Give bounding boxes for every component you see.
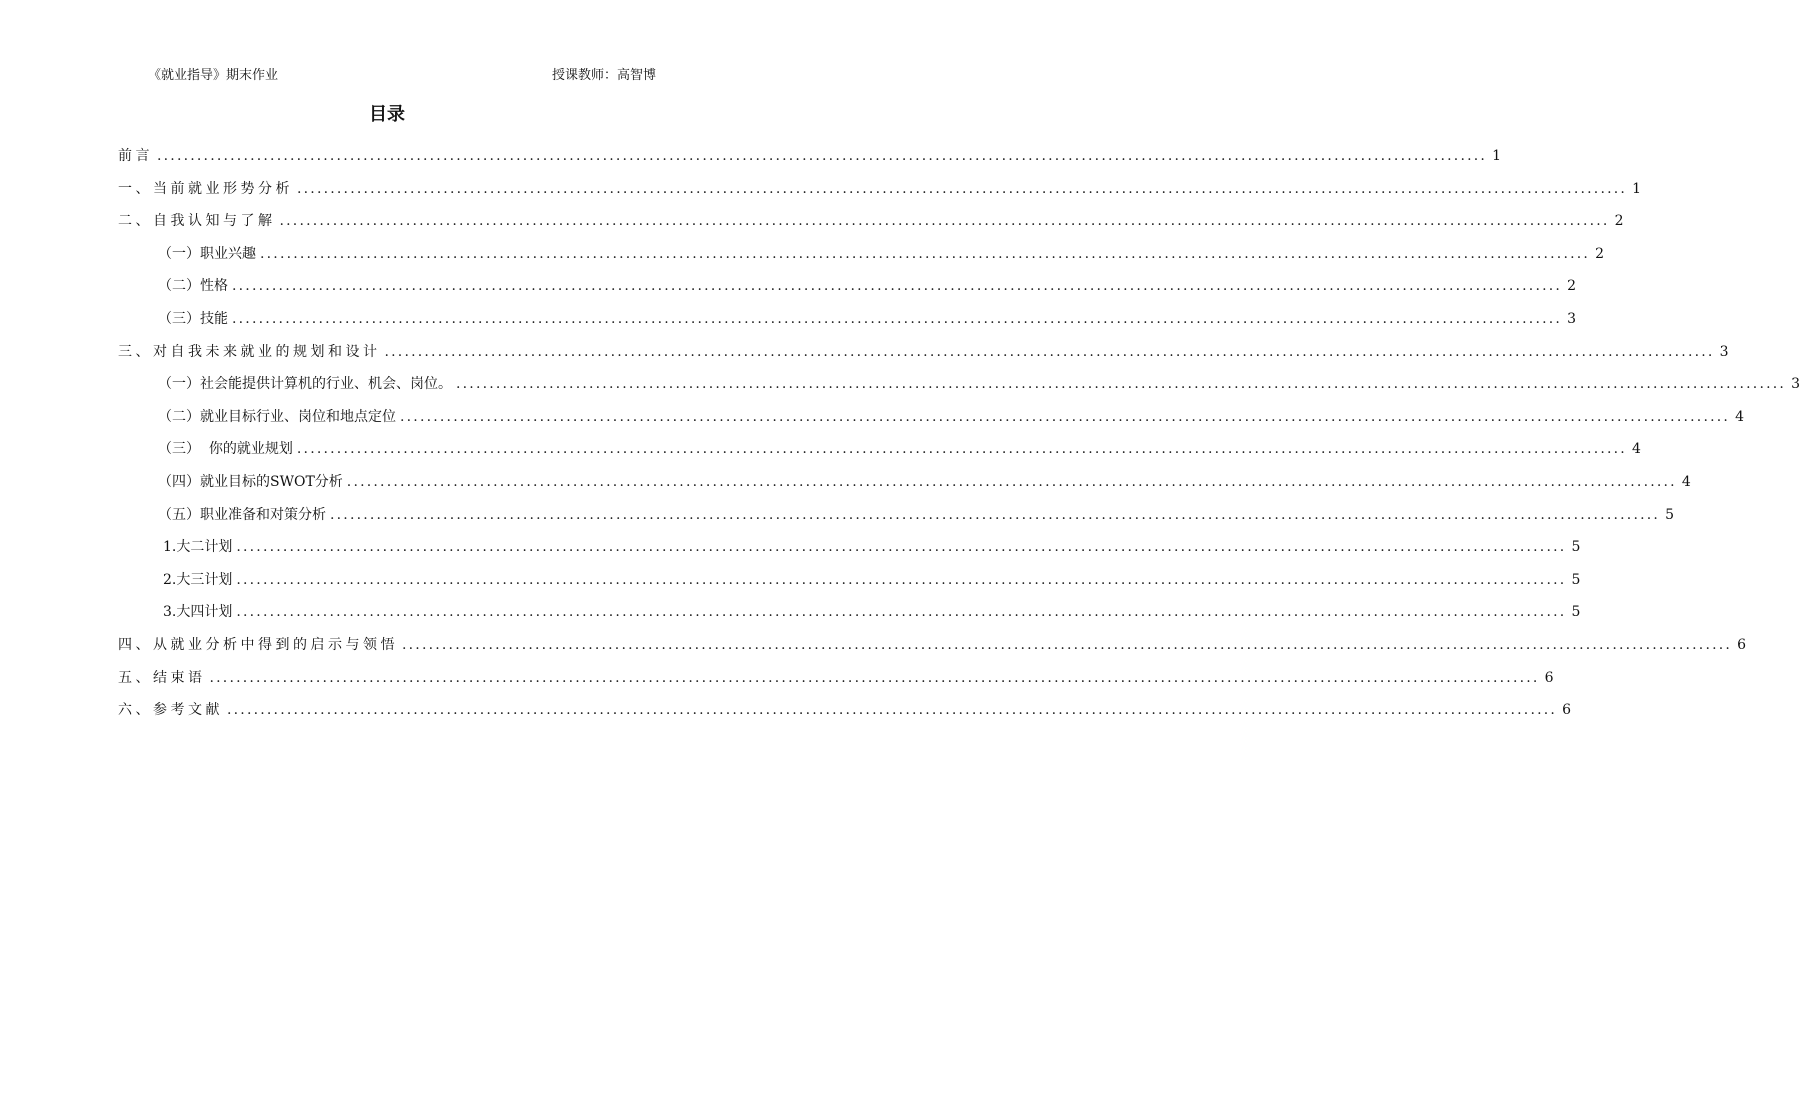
toc-entry-label: 三、对自我未来就业的规划和设计 xyxy=(118,343,381,360)
toc-entry[interactable] xyxy=(118,243,1605,276)
toc-entry-label: （四）就业目标的SWOT分析 xyxy=(158,473,343,490)
toc-entry[interactable] xyxy=(118,438,1641,471)
toc-leader-dots: ........................................................................................................................................................................................................ xyxy=(346,473,1677,490)
toc-entry-label: 一、当前就业形势分析 xyxy=(118,180,293,197)
toc-entry-page: 4 xyxy=(1632,441,1641,458)
toc-leader-dots: ........................................................................................................................................................................................................ xyxy=(400,408,1731,425)
table-of-contents xyxy=(118,145,1800,732)
toc-leader-dots: ........................................................................................................................................................................................................ xyxy=(236,539,1567,556)
toc-entry-label: 3.大四计划 xyxy=(163,604,233,621)
toc-entry-page: 1 xyxy=(1492,148,1502,164)
toc-leader-dots: ........................................................................................................................................................................................................ xyxy=(260,245,1591,262)
toc-entry-page: 5 xyxy=(1571,539,1581,556)
toc-entry-page: 1 xyxy=(1632,180,1642,197)
toc-entry-page: 6 xyxy=(1737,636,1747,653)
toc-entry[interactable] xyxy=(118,308,1577,341)
toc-entry-page: 3 xyxy=(1567,310,1577,327)
toc-entry[interactable] xyxy=(118,341,1729,374)
toc-entry[interactable] xyxy=(118,275,1577,308)
toc-leader-dots: ........................................................................................................................................................................................................ xyxy=(330,506,1661,523)
toc-entry-page: 5 xyxy=(1665,506,1675,523)
toc-leader-dots: ........................................................................................................................................................................................................ xyxy=(297,180,1628,197)
toc-leader-dots: ........................................................................................................................................................................................................ xyxy=(296,441,1627,458)
toc-entry-page: 3 xyxy=(1719,343,1729,360)
toc-entry-label: （二）性格 xyxy=(158,278,228,295)
toc-entry-label: 前言 xyxy=(118,148,153,164)
toc-entry-page: 4 xyxy=(1681,473,1691,490)
toc-leader-dots: ........................................................................................................................................................................................................ xyxy=(456,376,1787,393)
toc-entry[interactable] xyxy=(118,210,1624,243)
toc-leader-dots: ........................................................................................................................................................................................................ xyxy=(236,604,1567,621)
toc-entry[interactable] xyxy=(118,504,1675,537)
toc-entry[interactable] xyxy=(118,406,1745,439)
toc-entry-page: 2 xyxy=(1614,213,1624,230)
toc-leader-dots: ........................................................................................................................................................................................................ xyxy=(232,278,1563,295)
toc-entry-label: （一）社会能提供计算机的行业、机会、岗位。 xyxy=(158,376,452,393)
toc-entry[interactable] xyxy=(118,569,1581,602)
toc-leader-dots: ........................................................................................................................................................................................................ xyxy=(402,636,1733,653)
toc-entry-label: 五、结束语 xyxy=(118,669,206,686)
toc-entry[interactable] xyxy=(118,699,1572,732)
toc-entry-page: 2 xyxy=(1595,245,1605,262)
toc-entry[interactable] xyxy=(118,536,1581,569)
header-course-title: 《就业指导》期末作业 xyxy=(148,68,279,83)
toc-entry-page: 6 xyxy=(1562,702,1572,719)
toc-entry-label: （一）职业兴趣 xyxy=(158,245,256,262)
toc-entry-page: 2 xyxy=(1567,278,1577,295)
toc-leader-dots: ........................................................................................................................................................................................................ xyxy=(236,571,1567,588)
page-title: 目录 xyxy=(369,104,405,125)
toc-entry-page: 3 xyxy=(1791,376,1800,393)
toc-entry[interactable] xyxy=(118,145,1502,178)
toc-entry[interactable] xyxy=(118,178,1642,211)
toc-entry-page: 5 xyxy=(1571,571,1581,588)
toc-entry-page: 6 xyxy=(1544,669,1554,686)
toc-entry[interactable] xyxy=(118,601,1581,634)
toc-entry[interactable] xyxy=(118,373,1800,406)
toc-entry-label: （三）技能 xyxy=(158,310,228,327)
toc-leader-dots: ........................................................................................................................................................................................................ xyxy=(232,310,1563,327)
toc-entry[interactable] xyxy=(118,471,1691,504)
toc-leader-dots: ........................................................................................................................................................................................................ xyxy=(279,213,1610,230)
toc-entry[interactable] xyxy=(118,634,1747,667)
toc-entry-label: 二、自我认知与了解 xyxy=(118,213,276,230)
toc-entry-label: 四、从就业分析中得到的启示与领悟 xyxy=(118,636,398,653)
toc-leader-dots: ........................................................................................................................................................................................................ xyxy=(227,702,1558,719)
toc-leader-dots: ........................................................................................................................................................................................................ xyxy=(157,148,1488,164)
toc-entry-page: 5 xyxy=(1571,604,1581,621)
toc-leader-dots: ........................................................................................................................................................................................................ xyxy=(209,669,1540,686)
toc-entry-label: （二）就业目标行业、岗位和地点定位 xyxy=(158,408,396,425)
toc-entry-page: 4 xyxy=(1735,408,1745,425)
header-teacher: 授课教师：高智博 xyxy=(551,68,656,83)
toc-entry-label: 1.大二计划 xyxy=(163,539,233,556)
toc-entry-label: 六、参考文献 xyxy=(118,702,223,719)
toc-entry-label: （五）职业准备和对策分析 xyxy=(158,506,326,523)
toc-leader-dots: ........................................................................................................................................................................................................ xyxy=(384,343,1715,360)
toc-entry[interactable] xyxy=(118,667,1554,700)
toc-entry-label: （三） 你的就业规划 xyxy=(158,441,293,458)
toc-entry-label: 2.大三计划 xyxy=(163,571,233,588)
